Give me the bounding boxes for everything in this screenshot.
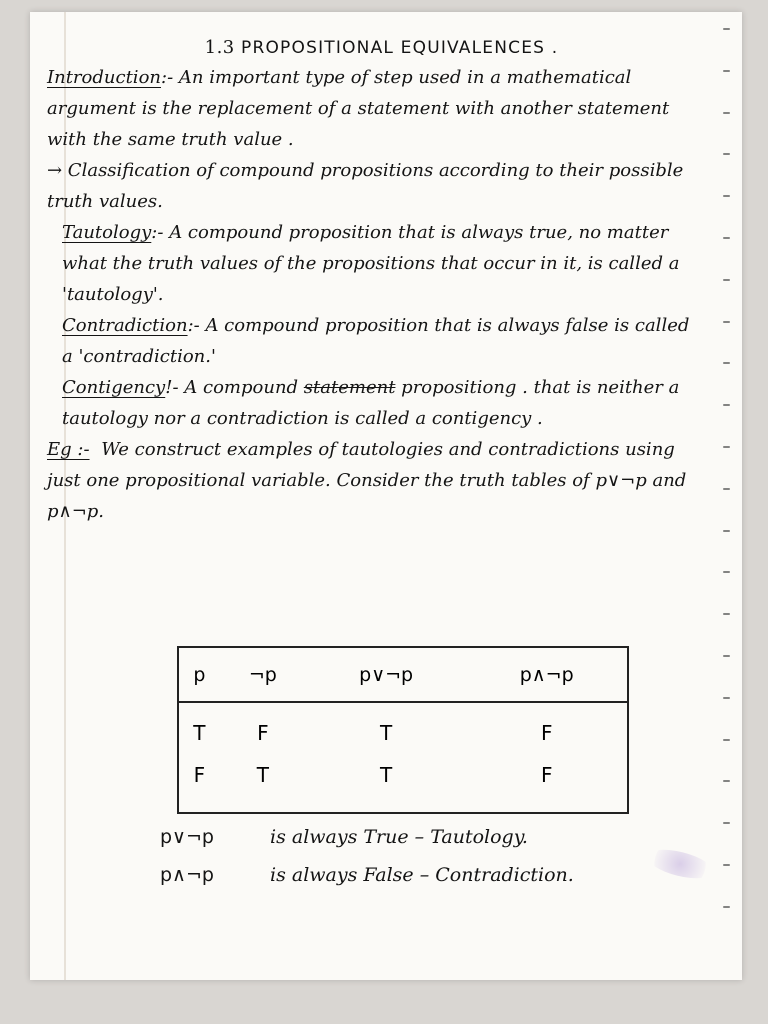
edge-mark-icon [723, 571, 730, 573]
edge-mark-icon [723, 864, 730, 866]
page-edge-marks [718, 28, 734, 908]
classification-text: → Classification of compound propositions according to their possible truth values. [47, 160, 684, 212]
table-row [179, 702, 627, 754]
tautology-separator: :- [151, 222, 164, 243]
summary-expression: p∧¬p [160, 864, 214, 886]
edge-mark-icon [723, 279, 730, 281]
tautology-heading: Tautology [62, 222, 152, 243]
contingency-heading: Contigency [62, 377, 166, 398]
page-title [71, 34, 692, 62]
edge-mark-icon [723, 237, 730, 239]
intro-text: An important type of step used in a mathematical argument is the replacement of a statement with another statement with the same truth value . [47, 67, 670, 150]
notes-content [47, 34, 692, 527]
edge-mark-icon [723, 404, 730, 406]
table-cell: T [380, 721, 393, 745]
edge-mark-icon [723, 70, 730, 72]
truth-table-header-row [179, 648, 627, 702]
contingency-paragraph [47, 372, 692, 434]
summary-text: is always False – Contradiction. [270, 864, 574, 886]
contradiction-paragraph [47, 310, 692, 372]
summary-text: is always True – Tautology. [270, 826, 528, 848]
table-cell: T [193, 721, 206, 745]
intro-separator: :- [161, 67, 174, 88]
example-label: Eg :- [47, 439, 90, 460]
edge-mark-icon [723, 822, 730, 824]
edge-mark-icon [723, 488, 730, 490]
section-title: PROPOSITIONAL EQUIVALENCES . [241, 38, 559, 58]
summary-expression: p∨¬p [160, 826, 214, 848]
contingency-text-after: propositiong . that is neither a tautology nor a contradiction is called a contigency . [62, 377, 680, 429]
edge-mark-icon [723, 697, 730, 699]
contingency-text-before: A compound [184, 377, 299, 398]
intro-paragraph [47, 62, 692, 155]
section-number: 1.3 [204, 37, 235, 58]
struck-word: statement [303, 377, 396, 398]
edge-mark-icon [723, 362, 730, 364]
contingency-separator: !- [165, 377, 179, 398]
contradiction-heading: Contradiction [62, 315, 188, 336]
table-cell: T [380, 763, 393, 787]
edge-mark-icon [723, 153, 730, 155]
edge-mark-icon [723, 613, 730, 615]
summary-row-tautology [160, 818, 700, 856]
table-row [179, 754, 627, 796]
edge-mark-icon [723, 739, 730, 741]
table-cell: F [257, 721, 269, 745]
edge-mark-icon [723, 655, 730, 657]
edge-mark-icon [723, 906, 730, 908]
table-cell: F [193, 763, 206, 787]
truth-table-box [177, 646, 629, 814]
tautology-paragraph [47, 217, 692, 310]
edge-mark-icon [723, 28, 730, 30]
col-header-p-and-not-p: p∧¬p [466, 648, 627, 702]
table-cell: F [540, 763, 553, 787]
table-cell: T [256, 763, 269, 787]
edge-mark-icon [723, 321, 730, 323]
col-header-p-or-not-p: p∨¬p [306, 648, 467, 702]
col-header-not-p: ¬p [220, 648, 306, 702]
edge-mark-icon [723, 446, 730, 448]
edge-mark-icon [723, 780, 730, 782]
table-cell: F [540, 721, 553, 745]
edge-mark-icon [723, 530, 730, 532]
contradiction-separator: :- [187, 315, 200, 336]
contradiction-text: A compound proposition that is always false is called a 'contradiction.' [62, 315, 690, 367]
intro-heading: Introduction [47, 67, 161, 88]
summary-row-contradiction [160, 856, 700, 894]
classification-paragraph [47, 155, 692, 217]
col-header-p: p [179, 648, 220, 702]
example-paragraph [47, 434, 692, 527]
edge-mark-icon [723, 112, 730, 114]
truth-table [179, 648, 627, 796]
example-text: We construct examples of tautologies and contradictions using just one propositional variable. Consider the truth tables of p∨¬p and p∧¬p. [47, 439, 687, 522]
edge-mark-icon [723, 195, 730, 197]
summary-block [160, 818, 700, 894]
tautology-text: A compound proposition that is always true, no matter what the truth values of the propositions that occur in it, is called a 'tautology'. [62, 222, 680, 305]
